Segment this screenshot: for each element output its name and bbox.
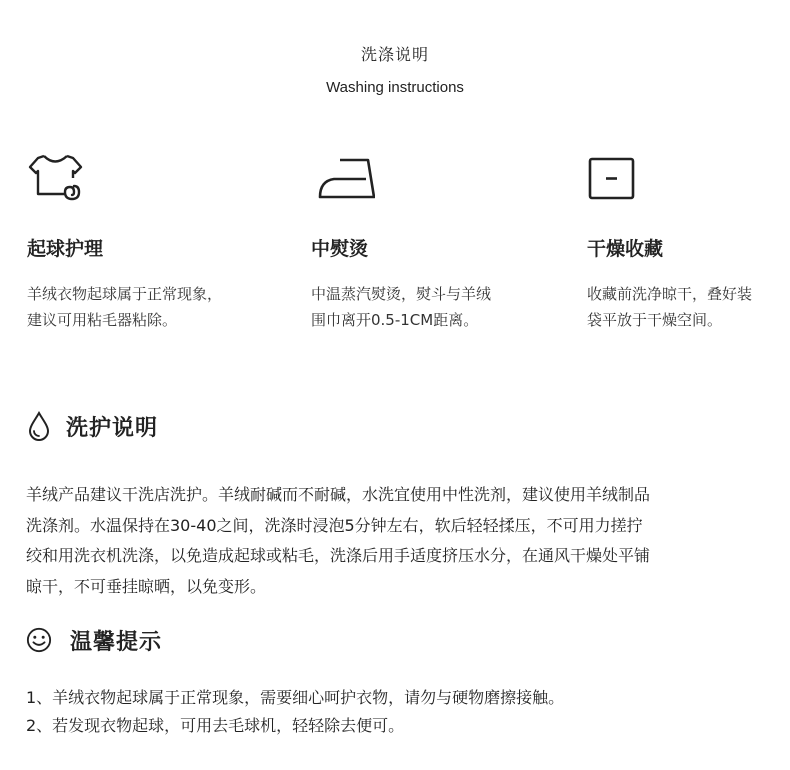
feature-title: 干燥收藏 <box>587 238 664 260</box>
tshirt-pilling-icon <box>27 150 91 210</box>
care-section <box>26 406 771 602</box>
feature-desc: 羊绒衣物起球属于正常现象， 建议可用粘毛器粘除。 <box>27 285 223 329</box>
page-subtitle: Washing instructions <box>326 79 464 96</box>
tips-text: 1、羊绒衣物起球属于正常现象，需要细心呵护衣物，请勿与硬物磨擦接触。 2、若发现衣物起球，可用去毛球机，轻轻除去便可。 <box>26 688 565 735</box>
feature-row <box>0 150 790 350</box>
page-header <box>0 42 790 96</box>
section-title: 洗护说明 <box>66 415 159 441</box>
dry-flat-icon <box>587 150 651 210</box>
feature-drying <box>587 150 790 333</box>
iron-icon <box>311 150 375 210</box>
feature-desc: 收藏前洗净晾干，叠好装 袋平放于干燥空间。 <box>587 285 753 329</box>
care-text: 羊绒产品建议干洗店洗护。羊绒耐碱而不耐碱，水洗宜使用中性洗剂，建议使用羊绒制品 洗涤剂。水温保持在30-40之间，洗涤时浸泡5分钟左右，软后轻轻揉压，不可用力搓拧 绞和用洗衣机洗涤，以免造成起球或粘毛，洗涤后用手适度挤压水分，在通风干燥处平铺 晾干，不可垂挂晾晒，以免变形。 <box>26 485 651 596</box>
care-heading <box>26 406 771 446</box>
tips-heading <box>26 620 771 660</box>
feature-pilling <box>27 150 277 333</box>
water-drop-icon <box>26 411 52 441</box>
section-title: 温馨提示 <box>70 629 163 655</box>
smiley-icon <box>26 625 52 655</box>
feature-title: 中熨烫 <box>311 238 369 260</box>
page-title: 洗涤说明 <box>360 45 429 64</box>
feature-ironing <box>311 150 561 333</box>
tips-section <box>26 620 771 740</box>
feature-title: 起球护理 <box>27 238 104 260</box>
feature-desc: 中温蒸汽熨烫，熨斗与羊绒 围巾离开0.5-1CM距离。 <box>311 285 492 329</box>
